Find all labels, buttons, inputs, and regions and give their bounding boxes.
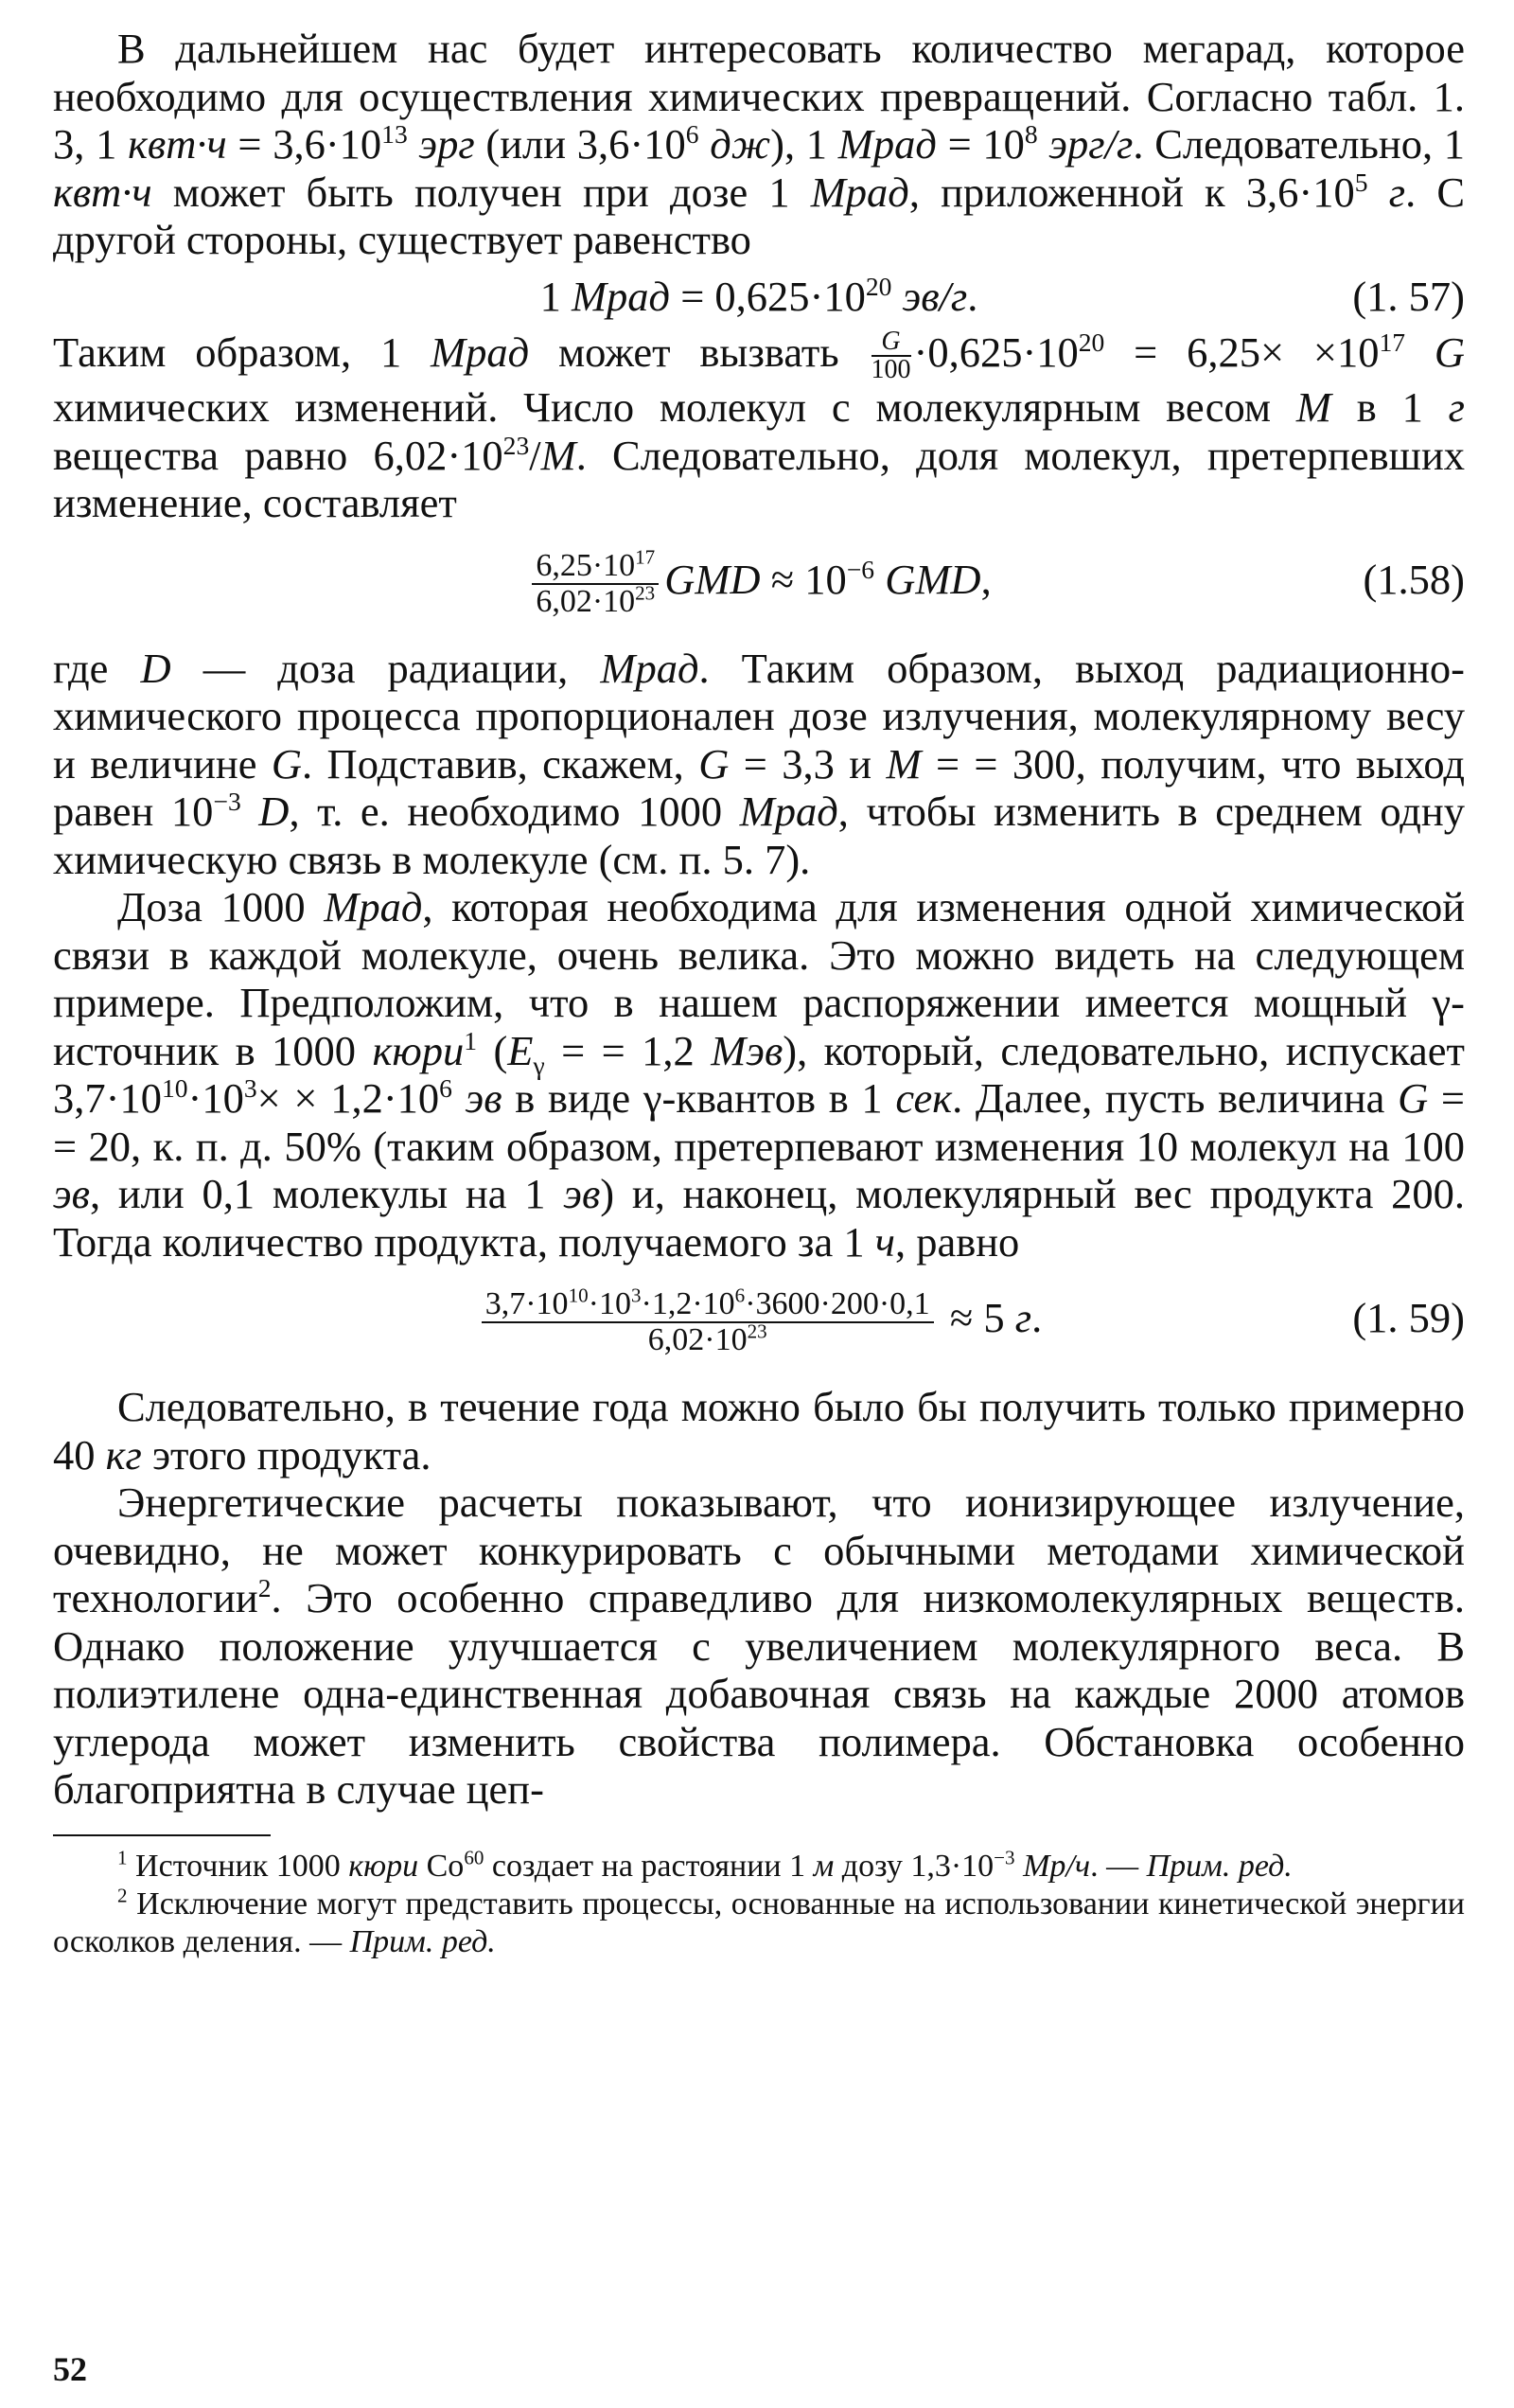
- fraction: $\frac{6,25\cdot 10^{17}}{6,02\cdot 10^{23}}$: [532, 549, 659, 619]
- paragraph-5: Следовательно, в течение года можно было бы получить только примерно 40 кг этого продукта.: [53, 1383, 1465, 1478]
- inline-fraction: $\frac{G}{100}$: [871, 327, 911, 385]
- paragraph-3: где D — доза радиации, Мрад. Таким образом, выход радиационно-химического процесса пропорционален дозе излучения, молекулярному весу и величине G. Подставив, скажем, G = 3,3 и M = = 300, получим, что выход равен $10^{-3}$ D, т. е. необходимо 1000 Мрад, чтобы изменить в среднем одну химическую связь в молекуле (см. п. 5. 7).: [53, 644, 1465, 883]
- equation-number: (1.58): [1363, 555, 1465, 603]
- footnote-2: $^2$ Исключение могут представить процессы, основанные на использовании кинетической энергии осколков деления. — Прим. ред.: [53, 1884, 1465, 1959]
- paragraph-6: Энергетические расчеты показывают, что ионизирующее излучение, очевидно, не может конкурировать с обычными методами химической технологии$^2$. Это особенно справедливо для низкомолекулярных веществ. Однако положение улучшается с увеличением молекулярного веса. В полиэтилене одна-единственная добавочная связь на каждые 2000 атомов углерода может изменить свойства полимера. Обстановка особенно благоприятна в случае цеп-: [53, 1478, 1465, 1814]
- fraction: $\frac{3,7\cdot 10^{10}\cdot 10^3\cdot 1,2\cdot 10^6\cdot 3600\cdot 200\cdot 0,1}{6,02\cdot 10^{23}}$: [482, 1287, 934, 1357]
- equation-1-57-body: 1 Мрад = $0,625\cdot 10^{20}$ эв/г.: [539, 271, 978, 320]
- equation-number: (1. 57): [1352, 272, 1465, 320]
- footnote-1: $^1$ Источник 1000 кюри Co$^{60}$ создает на растоянии 1 м дозу $1,3\cdot 10^{-3}$ Мр/ч. — Прим. ред.: [117, 1846, 1293, 1884]
- equation-number: (1. 59): [1352, 1294, 1465, 1342]
- page-number: 52: [53, 2350, 87, 2388]
- footnote-divider: [53, 1834, 271, 1836]
- equation-1-58-body: $\frac{6,25\cdot 10^{17}}{6,02\cdot 10^{23}}$ GMD ≈ $10^{-6}$ GMD,: [53, 527, 1465, 631]
- equation-1-58: [53, 527, 1465, 631]
- paragraph-2: Таким образом, 1 Мрад может вызвать $\frac{G}{100}$ $\cdot 0,625\cdot 10^{20} = 6,25\times \times 10^{17}$ G химических изменений. Число молекул с молекулярным весом M в 1 г вещества равно $6,02\cdot 10^{23}/M$. Следовательно, доля молекул, претерпевших изменение, составляет: [53, 327, 1466, 527]
- page-text-block: [53, 25, 1465, 1961]
- paragraph-1: В дальнейшем нас будет интересовать количество мегарад, которое необходимо для осуществления химических превращений. Согласно табл. 1. 3, 1 $квт\cdot ч = 3,6\cdot 10^{13}$ эрг (или $3,6\cdot 10^6$ дж), 1 Мрад = $10^8$ эрг/г. Следовательно, 1 квт·ч может быть получен при дозе 1 Мрад, приложенной к $3,6\cdot 10^5$ г. С другой стороны, существует равенство: [53, 25, 1466, 263]
- paragraph-4: Доза 1000 Мрад, которая необходима для изменения одной химической связи в каждой молекуле, очень велика. Это можно видеть на следующем примере. Предположим, что в нашем распоряжении имеется мощный γ-источник в 1000 кюри$^1$ ($E_\gamma$ = = 1,2 Мэв), который, следовательно, испускает $3,7\cdot 10^{10}\cdot 10^3\times \times 1,2\cdot 10^6$ эв в виде γ-квантов в 1 сек. Далее, пусть величина G = = 20, к. п. д. 50% (таким образом, претерпевают изменения 10 молекул на 100 эв, или 0,1 молекулы на 1 эв) и, наконец, молекулярный вес продукта 200. Тогда количество продукта, получаемого за 1 ч, равно: [53, 883, 1466, 1266]
- equation-1-57: [53, 264, 1465, 328]
- equation-1-59-body: $\frac{3,7\cdot 10^{10}\cdot 10^3\cdot 1,2\cdot 10^6\cdot 3600\cdot 200\cdot 0,1}{6,02\cdot 10^{23}}$ ≈ 5 г.: [53, 1266, 1465, 1370]
- equation-1-59: [53, 1266, 1465, 1370]
